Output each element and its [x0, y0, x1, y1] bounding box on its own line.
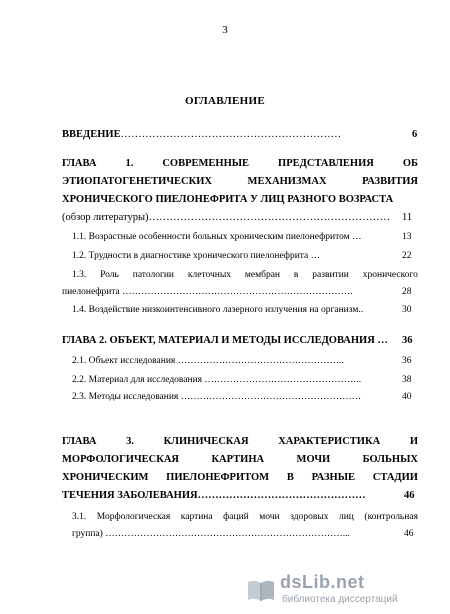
section-2-2: 2.2. Материал для исследования …………………………………………..	[72, 375, 362, 385]
chapter-2-page: 36	[402, 335, 413, 346]
word: развитии	[312, 270, 349, 280]
chapter-3-title-line-1	[62, 435, 418, 449]
word: 3.	[126, 436, 134, 447]
chapter-1-title-line-3: ХРОНИЧЕСКОГО ПИЕЛОНЕФРИТА У ЛИЦ РАЗНОГО ВОЗРАСТА	[62, 194, 394, 205]
open-book-icon	[246, 576, 276, 604]
word: мочи	[259, 512, 280, 522]
word: ГЛАВА	[62, 436, 97, 447]
word: клеточных	[187, 270, 231, 280]
toc-entry-intro	[62, 128, 378, 142]
word: фаций	[223, 512, 249, 522]
section-2-3: 2.3. Методы исследования …………………………………………………	[72, 392, 362, 402]
chapter-1-dots: ……………………………………………………………	[148, 212, 391, 223]
section-3-1-line-1	[72, 510, 418, 524]
section-3-1-page: 46	[404, 529, 414, 539]
word: (контрольная	[364, 512, 418, 522]
word: 3.1.	[72, 512, 87, 522]
word: ПИЕЛОНЕФРИТОМ	[166, 472, 270, 483]
word: ЭТИОПАТОГЕНЕТИЧЕСКИХ	[62, 176, 212, 187]
word: Роль	[100, 270, 119, 280]
word: 1.3.	[72, 270, 87, 280]
page-number: 3	[222, 24, 228, 36]
word: СТАДИИ	[372, 472, 418, 483]
chapter-2-title: ГЛАВА 2. ОБЪЕКТ, МАТЕРИАЛ И МЕТОДЫ ИССЛЕДОВАНИЯ …	[62, 335, 388, 346]
section-3-1-line-2: группа) …………………………………………………………………...	[72, 529, 350, 539]
word: ХАРАКТЕРИСТИКА	[278, 436, 381, 447]
chapter-1-subtitle: (обзор литературы)	[62, 212, 149, 223]
dslib-watermark-logo	[246, 572, 446, 608]
word: ПРЕДСТАВЛЕНИЯ	[278, 158, 374, 169]
chapter-1-page: 11	[402, 212, 413, 223]
toc-entry-intro-title: ВВЕДЕНИЕ	[62, 129, 121, 140]
word: в	[293, 270, 299, 280]
word: ГЛАВА	[62, 158, 97, 169]
watermark-name: dsLib.net	[280, 572, 365, 592]
chapter-1-title-line-4	[62, 211, 394, 225]
word: РАЗВИТИЯ	[362, 176, 418, 187]
word: БОЛЬНЫХ	[362, 454, 418, 465]
word: ОБ	[402, 158, 418, 169]
word: КАРТИНА	[211, 454, 265, 465]
section-1-2: 1.2. Трудности в диагностике хронического пиелонефрита …	[72, 251, 321, 261]
toc-heading: ОГЛАВЛЕНИЕ	[185, 95, 265, 107]
chapter-3-title-line-3	[62, 471, 418, 485]
chapter-3-title-line-2	[62, 453, 418, 467]
toc-entry-intro-page: 6	[412, 129, 418, 140]
word: мембран	[244, 270, 280, 280]
section-2-1-page: 36	[402, 356, 412, 366]
word: И	[409, 436, 418, 447]
word: РАЗНЫЕ	[311, 472, 356, 483]
chapter-3-page: 46	[404, 490, 415, 501]
word: КЛИНИЧЕСКАЯ	[163, 436, 249, 447]
word: ХРОНИЧЕСКИМ	[62, 472, 149, 483]
word: МОЧИ	[296, 454, 331, 465]
word: МОРФОЛОГИЧЕСКАЯ	[62, 454, 180, 465]
word: СОВРЕМЕННЫЕ	[162, 158, 250, 169]
section-2-1: 2.1. Объект исследования ……………………………………………..	[72, 356, 344, 366]
section-1-2-page: 22	[402, 251, 412, 261]
chapter-1-title-line-1	[62, 157, 418, 171]
word: лиц	[338, 512, 354, 522]
section-1-3-line-1	[72, 268, 418, 282]
section-1-4: 1.4. Воздействие низкоинтенсивного лазерного излучения на организм..	[72, 305, 364, 315]
watermark-subtitle: библиотека диссертаций	[282, 594, 398, 605]
word: В	[286, 472, 294, 483]
toc-entry-intro-dots: ………………………………………………………	[120, 129, 342, 140]
section-2-2-page: 38	[402, 375, 412, 385]
word: картина	[180, 512, 213, 522]
word: Морфологическая	[96, 512, 171, 522]
section-2-3-page: 40	[402, 392, 412, 402]
chapter-3-title-line-4: ТЕЧЕНИЯ ЗАБОЛЕВАНИЯ…………………………………………	[62, 490, 366, 501]
section-1-4-page: 30	[402, 305, 412, 315]
word: МЕХАНИЗМАХ	[247, 176, 327, 187]
chapter-1-title-line-2	[62, 175, 418, 189]
section-1-3-line-2: пиелонефрита ……………………………………………………………….	[62, 287, 353, 297]
word: патологии	[132, 270, 175, 280]
section-1-1: 1.1. Возрастные особенности больных хроническим пиелонефритом …	[72, 232, 362, 242]
word: 1.	[125, 158, 134, 169]
section-1-1-page: 13	[402, 232, 412, 242]
word: здоровых	[290, 512, 329, 522]
word: хронического	[362, 270, 418, 280]
section-1-3-page: 28	[402, 287, 412, 297]
